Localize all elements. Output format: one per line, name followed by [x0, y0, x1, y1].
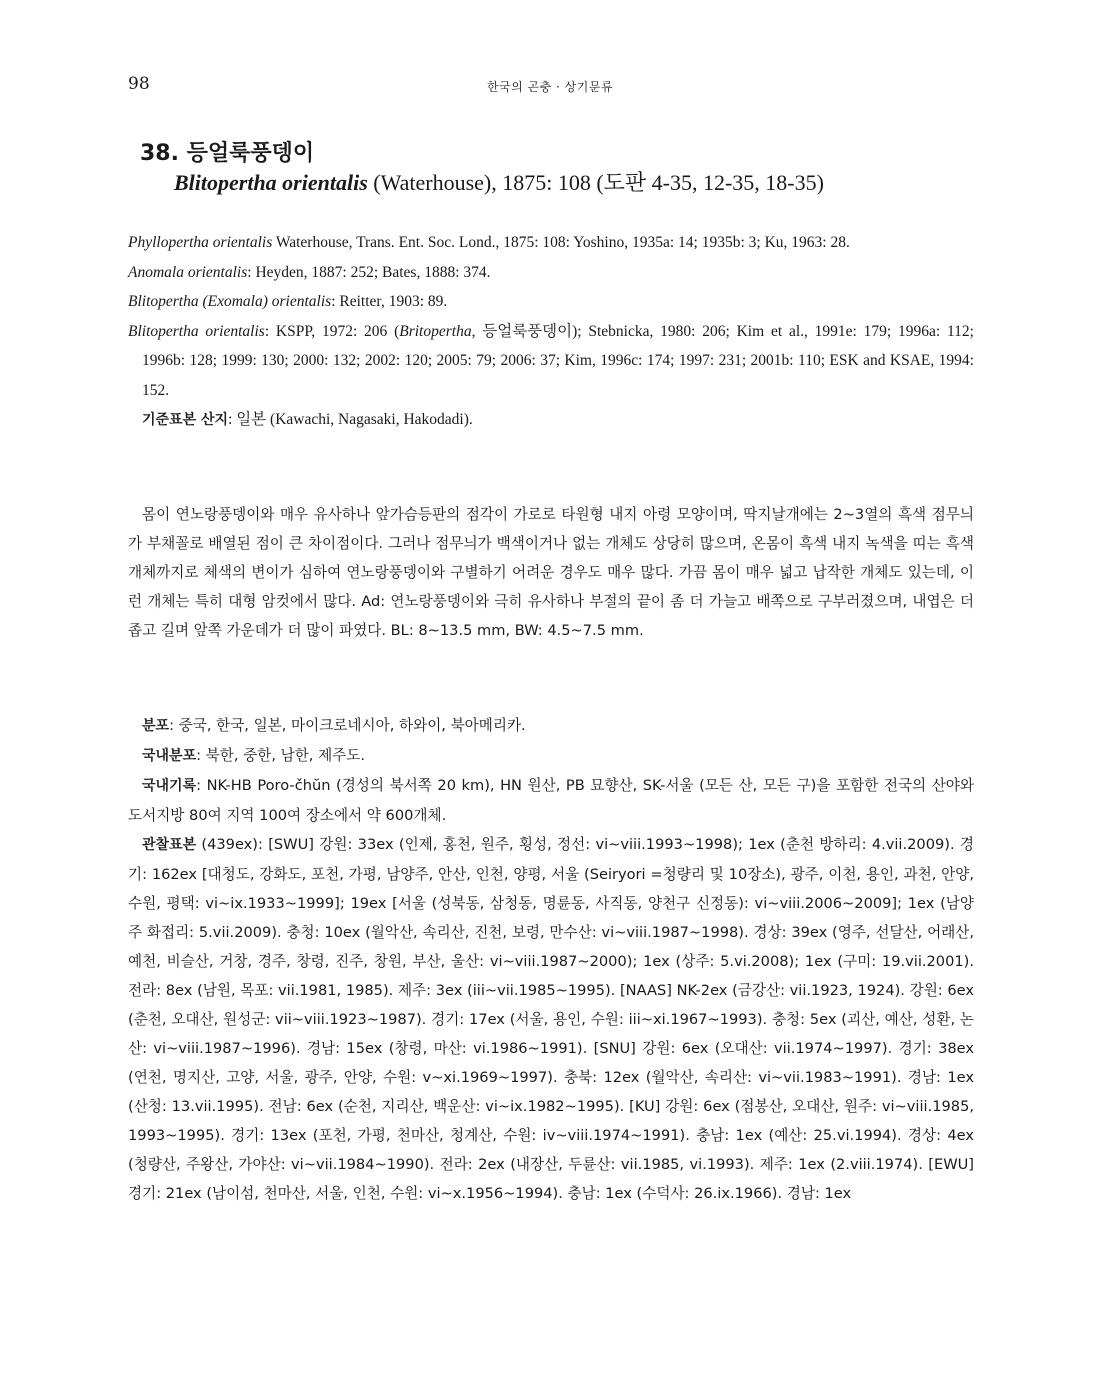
- synonym-entry: [128, 258, 974, 288]
- synonym-name: Blitopertha (Exomala) orientalis: [128, 293, 332, 310]
- synonym-entry: [128, 228, 974, 258]
- type-locality: [128, 405, 974, 436]
- distribution-label: 분포: [142, 718, 170, 734]
- synonym-entry: [128, 287, 974, 317]
- synonym-citations: Waterhouse, Trans. Ent. Soc. Lond., 1875: 108: Yoshino, 1935a: 14; 1935b: 3; Ku, 1963: 28.: [272, 234, 850, 251]
- synonym-alt-name: Britopertha: [399, 322, 472, 340]
- type-locality-text: : 일본 (Kawachi, Nagasaki, Hakodadi).: [228, 411, 473, 428]
- synonym-citations: : Reitter, 1903: 89.: [331, 293, 448, 310]
- domestic-records-label: 국내기록: [142, 778, 197, 794]
- synonym-citations-cont: , 등얼룩풍뎅이); Stebnicka, 1980: 206; Kim et al., 1991e: 179; 1996a: 112; 1996b: 128; 1999: 130; 2000: 132; 2002: 120; 2005: 79; 2006: 37; Kim, 1996c: 174; 1997: 231; 2001b: 110; ESK and KSAE, 1994: 152.: [142, 322, 974, 399]
- page-number: 98: [128, 74, 150, 94]
- synonym-entry: [128, 317, 974, 406]
- scientific-name: Blitopertha orientalis: [174, 170, 368, 195]
- synonym-name: Blitopertha orientalis: [128, 322, 265, 340]
- running-title: 한국의 곤충 · 상기문류: [486, 80, 614, 94]
- species-scientific-name-line: [174, 166, 824, 197]
- type-locality-label: 기준표본 산지: [142, 412, 229, 428]
- species-title: 38. 등얼룩풍뎅이: [140, 141, 315, 166]
- synonym-name: Phyllopertha orientalis: [128, 234, 273, 251]
- specimens-examined: [128, 830, 974, 1208]
- synonymy-list: [128, 228, 974, 436]
- domestic-distribution-text: : 북한, 중한, 남한, 제주도.: [196, 747, 366, 764]
- synonym-name: Anomala orientalis: [128, 263, 248, 281]
- synonym-citations: : KSPP, 1972: 206 (: [264, 322, 400, 340]
- domestic-distribution: [128, 741, 974, 771]
- description-section: [128, 500, 974, 645]
- domestic-distribution-label: 국내분포: [142, 748, 197, 764]
- distribution-text: : 중국, 한국, 일본, 마이크로네시아, 하와이, 북아메리카.: [169, 717, 526, 734]
- domestic-records-text: : NK-HB Poro-čhŭn (경성의 북서쪽 20 km), HN 원산, PB 묘향산, SK-서울 (모든 산, 모든 구)을 포함한 전국의 산야와 도서지방 80여 지역 100여 장소에서 약 600개체.: [128, 777, 974, 824]
- synonym-citations: : Heyden, 1887: 252; Bates, 1888: 374.: [247, 263, 491, 281]
- specimens-text: (439ex): [SWU] 강원: 33ex (인제, 홍천, 원주, 횡성, 정선: vi~viii.1993~1998); 1ex (춘천 방하리: 4.vii.2009). 경기: 162ex [대청도, 강화도, 포천, 가평, 남양주, 안산, 인천, 양평, 서울 (Seiryori =청량리 및 10장소), 광주, 이천, 용인, 과천, 안양, 수원, 평택: vi~ix.1933~1999]; 19ex [서울 (성북동, 삼청동, 명륜동, 사직동, 양천구 신정동): vi~viii.2006~2009]; 1ex (남양주 화접리: 5.vii.2009). 충청: 10ex (월악산, 속리산, 진천, 보령, 만수산: vi~viii.1987~1998). 경상: 39ex (영주, 선달산, 어래산, 예천, 비슬산, 거창, 경주, 창령, 진주, 창원, 부산, 울산: vi~viii.1987~2000); 1ex (상주: 5.vi.2008); 1ex (구미: 19.vii.2001). 전라: 8ex (남원, 목포: vii.1981, 1985). 제주: 3ex (iii~vii.1985~1995). [NAAS] NK-2ex (금강산: vii.1923, 1924). 강원: 6ex (춘천, 오대산, 원성군: vii~viii.1923~1987). 경기: 17ex (서울, 용인, 수원: iii~xi.1967~1993). 충청: 5ex (괴산, 예산, 성환, 논산: vi~viii.1987~1996). 경남: 15ex (창령, 마산: vi.1986~1991). [SNU] 강원: 6ex (오대산: vii.1974~1997). 경기: 38ex (연천, 명지산, 고양, 서울, 광주, 안양, 수원: v~xi.1969~1997). 충북: 12ex (월악산, 속리산: vi~vii.1983~1991). 경남: 1ex (산청: 13.vii.1995). 전남: 6ex (순천, 지리산, 백운산: vi~ix.1982~1995). [KU] 강원: 6ex (점봉산, 오대산, 원주: vi~viii.1985, 1993~1995). 경기: 13ex (포천, 가평, 천마산, 청계산, 수원: iv~viii.1974~1991). 충남: 1ex (예산: 25.vi.1994). 경상: 4ex (청량산, 주왕산, 가야산: vi~vii.1984~1990). 전라: 2ex (내장산, 두륜산: vii.1985, vi.1993). 제주: 1ex (2.viii.1974). [EWU] 경기: 21ex (남이섬, 천마산, 서울, 인천, 수원: vi~x.1956~1994). 충남: 1ex (수덕사: 26.ix.1966). 경남: 1ex: [128, 836, 974, 1202]
- specimens-label: 관찰표본: [142, 837, 197, 853]
- domestic-records: [128, 771, 974, 830]
- distribution-section: [128, 711, 974, 1208]
- description-paragraph: 몸이 연노랑풍뎅이와 매우 유사하나 앞가슴등판의 점각이 가로로 타원형 내지 아령 모양이며, 딱지날개에는 2~3열의 흑색 점무늬가 부채꼴로 배열된 점이 큰 차이점이다. 그러나 점무늬가 백색이거나 없는 개체도 상당히 많으며, 온몸이 흑색 내지 녹색을 띠는 흑색 개체까지로 체색의 변이가 심하여 연노랑풍뎅이와 구별하기 어려운 경우도 매우 많다. 가끔 몸이 매우 넓고 납작한 개체도 있는데, 이런 개체는 특히 대형 암컷에서 많다. Ad: 연노랑풍뎅이와 극히 유사하나 부절의 끝이 좀 더 가늘고 배쪽으로 구부러졌으며, 내엽은 더 좁고 길며 앞쪽 가운데가 더 많이 파였다. BL: 8~13.5 mm, BW: 4.5~7.5 mm.: [128, 506, 974, 639]
- distribution: [128, 711, 974, 741]
- author-info: (Waterhouse), 1875: 108 (도판 4-35, 12-35, 18-35): [367, 170, 824, 195]
